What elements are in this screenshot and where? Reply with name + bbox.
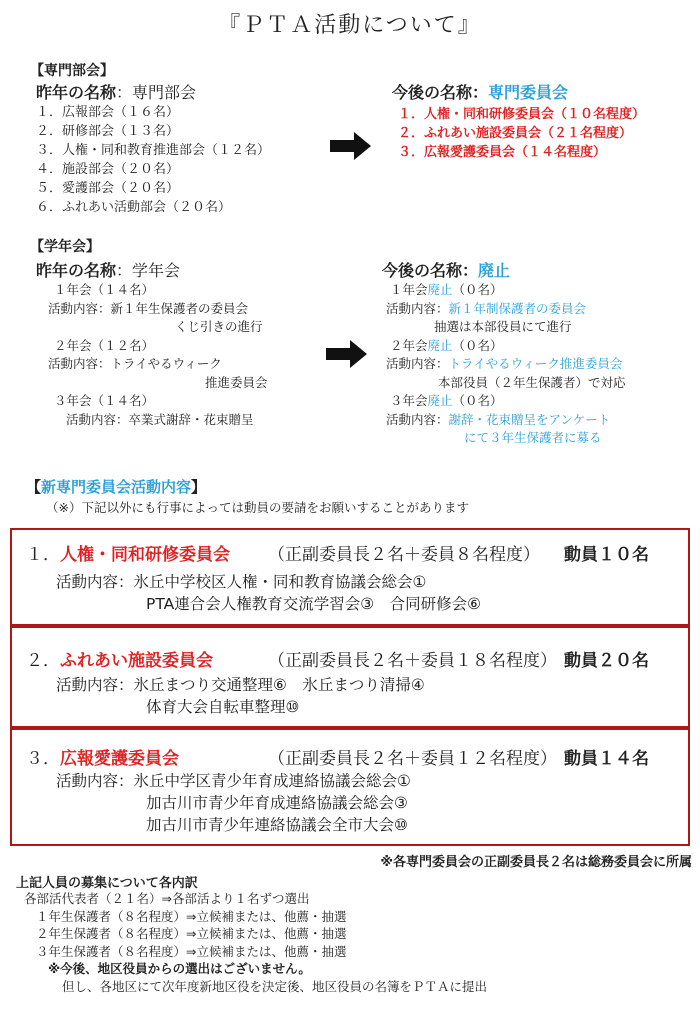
list-item: ２．ふれあい施設委員会（２１名程度）	[398, 126, 633, 141]
committee-activities	[56, 770, 411, 836]
list-item: １．人権・同和研修委員会（１０名程度）	[398, 107, 646, 122]
committee-composition: （正副委員長２名＋委員１８名程度）	[268, 651, 557, 671]
activity-line	[56, 571, 481, 593]
gakunen-next-value: 廃止	[478, 261, 511, 280]
list-item	[386, 281, 626, 300]
senmon-prev-list	[36, 103, 270, 217]
y1-count: （０名）	[452, 282, 503, 297]
new-section-title: 新専門委員会活動内容	[41, 478, 192, 496]
act-label: 活動内容：	[56, 772, 134, 790]
committee-name: 広報愛護委員会	[60, 749, 179, 769]
list-item: 推進委員会	[205, 374, 268, 390]
recruit-note-bold: ※今後、地区役員からの選出はございません。	[48, 961, 311, 976]
gakunen-prev-name	[36, 258, 180, 281]
y3-activity: 謝辞・花束贈呈をアンケート	[448, 411, 611, 427]
committee-box-2	[10, 626, 690, 728]
y2-count: （０名）	[452, 337, 503, 353]
committee-mobilize: 動員１０名	[564, 545, 649, 565]
act-label: 活動内容：	[386, 411, 449, 427]
recruit-header: 上記人員の募集について各内訳	[16, 876, 198, 891]
senmon-prev-value: ：専門部会	[116, 83, 197, 102]
y3-count: （０名）	[452, 393, 503, 408]
committee-footnote: ※各専門委員会の正副委員長２名は総務委員会に所属	[380, 855, 692, 870]
list-item	[386, 392, 626, 411]
list-item: １年会（１４名）	[54, 282, 155, 297]
y2-label: ２年会	[390, 337, 428, 353]
committee-name: 人権・同和研修委員会	[60, 545, 230, 565]
list-item: ２年生保護者（８名程度）⇒立候補または、他薦・抽選	[36, 926, 347, 941]
list-item: ５．愛護部会（２０名）	[36, 181, 180, 196]
list-item: ３年生保護者（８名程度）⇒立候補または、他薦・抽選	[36, 943, 347, 959]
committee-activities	[56, 571, 481, 615]
committee-title	[26, 744, 179, 769]
recruit-list	[24, 890, 487, 995]
senmon-prev-label: 昨年の名称	[36, 83, 117, 102]
arrow-right-icon	[326, 339, 368, 369]
senmon-next-sep: ：	[472, 83, 489, 102]
committee-title	[26, 540, 230, 565]
list-item	[386, 411, 626, 430]
new-section-note: （※）下記以外にも行事によっては動員の要請をお願いすることがあります	[46, 500, 469, 515]
page-title: 『ＰＴＡ活動について』	[218, 13, 482, 38]
y1-label: １年会	[390, 282, 428, 297]
activity-line: 加古川市青少年育成連絡協議会総会③	[146, 794, 408, 812]
list-item	[386, 337, 626, 356]
senmon-header: 【専門部会】	[30, 63, 114, 79]
committee-title	[26, 646, 213, 671]
gakunen-prev-label: 昨年の名称	[36, 261, 117, 280]
list-item: １年生保護者（８名程度）⇒立候補または、他薦・抽選	[36, 908, 347, 924]
committee-box-3	[10, 728, 690, 846]
act-label: 活動内容：	[56, 676, 134, 694]
gakunen-next-sep: ：	[462, 261, 479, 280]
committee-number: ２．	[26, 651, 60, 671]
list-item: ３．人権・同和教育推進部会（１２名）	[36, 143, 271, 158]
list-item: ３．広報愛護委員会（１４名程度）	[398, 145, 607, 160]
list-item: 各部活代表者（２１名）⇒各部活より１名ずつ選出	[24, 891, 310, 906]
list-item: １．広報部会（１６名）	[36, 105, 180, 120]
activity-text: 氷丘まつり交通整理⑥ 氷丘まつり清掃④	[133, 676, 425, 694]
act-label: 活動内容：	[386, 300, 449, 316]
list-item: 活動内容：卒業式謝辞・花束贈呈	[66, 411, 254, 427]
activity-line	[56, 770, 411, 792]
act-label: 活動内容：	[56, 573, 134, 591]
gakunen-prev-value: ：学年会	[116, 261, 181, 280]
new-section-header	[26, 476, 206, 497]
senmon-next-label: 今後の名称	[392, 83, 473, 102]
arrow-right-icon	[330, 131, 372, 161]
senmon-next-list	[398, 105, 645, 162]
activity-text: 氷丘中学校区人権・同和教育協議会総会①	[133, 573, 427, 591]
recruit-note: 但し、各地区にて次年度新地区役を決定後、地区役員の名簿をＰＴＡに提出	[62, 978, 488, 994]
list-item: 活動内容：トライやるウィーク	[48, 356, 222, 371]
list-item: 抽選は本部役員にて進行	[434, 319, 572, 334]
abolish-label: 廃止	[427, 337, 453, 353]
abolish-label: 廃止	[427, 393, 453, 408]
list-item	[386, 300, 626, 319]
committee-mobilize: 動員１４名	[564, 749, 649, 769]
committee-number: １．	[26, 545, 60, 565]
y2-activity: トライやるウィーク推進委員会	[448, 356, 623, 371]
senmon-prev-name	[36, 80, 196, 103]
list-item: ２．研修部会（１３名）	[36, 124, 180, 139]
committee-composition: （正副委員長２名＋委員１２名程度）	[268, 749, 557, 769]
activity-line: 体育大会自転車整理⑩	[146, 698, 300, 716]
committee-composition: （正副委員長２名＋委員８名程度）	[268, 545, 540, 565]
list-item: にて３年生保護者に募る	[464, 430, 602, 445]
gakunen-next-label: 今後の名称	[382, 261, 463, 280]
committee-box-1	[10, 528, 690, 626]
list-item: くじ引きの進行	[175, 319, 263, 334]
gakunen-next-name	[382, 258, 510, 281]
bracket-open: 【	[26, 478, 42, 496]
abolish-label: 廃止	[427, 282, 453, 297]
list-item: ２年会（１２名）	[54, 337, 155, 353]
senmon-next-name	[392, 80, 568, 103]
gakunen-next-list	[386, 281, 626, 448]
list-item: 本部役員（２年生保護者）で対応	[438, 374, 626, 390]
list-item: 活動内容：新１年生保護者の委員会	[48, 300, 249, 316]
y1-activity: 新１年制保護者の委員会	[448, 300, 587, 316]
gakunen-header: 【学年会】	[30, 239, 100, 255]
activity-text: 氷丘中学区青少年育成連絡協議会総会①	[133, 772, 411, 790]
activity-line	[56, 674, 425, 696]
bracket-close: 】	[191, 478, 207, 496]
act-label: 活動内容：	[386, 356, 449, 371]
committee-number: ３．	[26, 749, 60, 769]
committee-mobilize: 動員２０名	[564, 651, 649, 671]
list-item	[386, 355, 626, 374]
gakunen-prev-list	[36, 281, 268, 429]
y3-label: ３年会	[390, 393, 428, 408]
committee-name: ふれあい施設委員会	[60, 651, 213, 671]
list-item: ３年会（１４名）	[54, 393, 155, 408]
activity-line: 加古川市青少年連絡協議会全市大会⑩	[146, 816, 408, 834]
list-item: ６．ふれあい活動部会（２０名）	[36, 200, 232, 215]
senmon-next-value: 専門委員会	[488, 83, 569, 102]
activity-line: PTA連合会人権教育交流学習会③ 合同研修会⑥	[146, 595, 482, 613]
committee-activities	[56, 674, 425, 718]
list-item: ４．施設部会（２０名）	[36, 162, 180, 177]
